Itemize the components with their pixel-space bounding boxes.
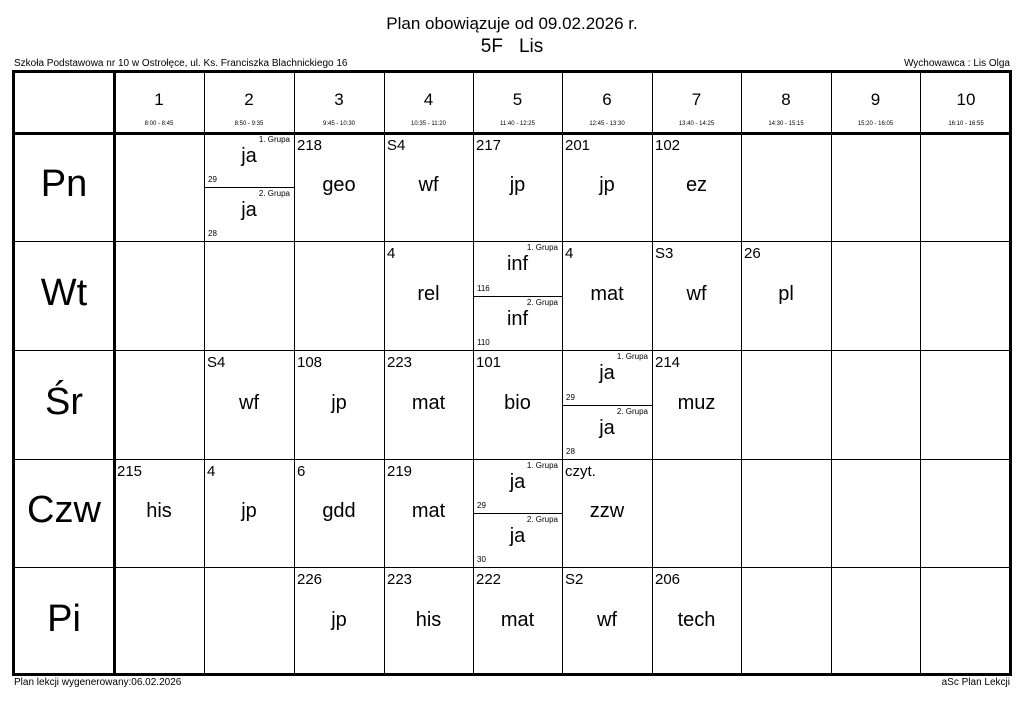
generated-date: Plan lekcji wygenerowany:06.02.2026 [14,677,182,688]
lesson-subject: jp [509,174,526,196]
lesson-subject: gdd [322,500,356,522]
lesson-subject: wf [418,174,439,196]
group-divider [204,187,294,188]
period-time: 10:35 - 11:20 [411,121,446,127]
lesson-subject: ja [509,525,526,547]
lesson-subject: ez [685,174,708,196]
lesson-room: 219 [387,463,413,480]
grid-line-horizontal [12,459,1012,460]
lesson-subject: mat [411,500,446,522]
grid-line-vertical [113,70,116,676]
lesson-room: 226 [297,571,323,588]
grid-line-horizontal [12,350,1012,351]
period-time: 11:40 - 12:25 [500,121,535,127]
grid-line-vertical [652,70,653,676]
grid-line-horizontal [12,567,1012,568]
lesson-subject: mat [500,608,535,631]
lesson-subject: ja [599,362,615,384]
lesson-subject: wf [239,391,259,414]
group-label: 1. Grupa [616,352,648,361]
period-time: 12:45 - 13:30 [589,121,625,127]
period-time: 16:10 - 16:55 [948,121,984,127]
grid-line-vertical [294,70,295,676]
group-label: 2. Grupa [616,406,648,416]
period-number: 8 [781,90,791,109]
period-time: 14:30 - 15:15 [768,121,804,127]
day-label: Pn [40,163,88,205]
lesson-subject: inf [506,307,529,330]
lesson-subject: mat [590,282,624,305]
lesson-room: 110 [477,338,490,347]
lesson-room: 6 [297,463,306,480]
lesson-room: 214 [655,354,681,371]
group-label: 2. Grupa [526,515,558,524]
lesson-room: 222 [476,571,502,588]
lesson-subject: muz [677,391,716,414]
group-divider [473,513,562,514]
lesson-room: 215 [117,463,143,480]
lesson-subject: pl [778,282,794,305]
day-label: Śr [45,380,83,423]
lesson-subject: his [415,608,442,631]
plan-title: Plan obowiązuje od 09.02.2026 r. [386,14,638,33]
lesson-subject: ja [241,145,257,167]
lesson-room: 29 [208,175,217,184]
grid-line-vertical [831,70,832,676]
lesson-room: S4 [387,137,406,154]
lesson-subject: jp [331,391,347,414]
grid-line-vertical [741,70,742,676]
lesson-room: 26 [744,245,761,262]
lesson-subject: ja [599,416,615,439]
period-time: 8:50 - 9:35 [234,121,264,127]
class-heading [0,36,1024,58]
lesson-room: 29 [566,392,575,402]
lesson-room: 223 [387,571,413,588]
group-label: 1. Grupa [258,135,290,144]
grid-line-horizontal [12,241,1012,242]
grid-line-horizontal [12,132,1012,135]
lesson-room: 28 [566,447,575,456]
lesson-subject: wf [597,608,617,631]
period-number: 7 [691,90,702,109]
group-label: 2. Grupa [258,189,290,198]
lesson-subject: jp [241,500,257,522]
grid-line-vertical [384,70,385,676]
lesson-room: 116 [477,283,490,293]
period-time: 15:20 - 16:05 [857,121,894,127]
day-label: Wt [40,271,88,314]
group-label: 1. Grupa [526,461,558,470]
lesson-subject: geo [322,174,356,196]
lesson-room: 28 [208,229,217,238]
group-divider [562,405,652,406]
lesson-subject: rel [417,282,440,305]
period-number: 9 [870,90,881,109]
timetable-grid [12,70,1012,676]
group-divider [473,296,562,297]
period-number: 6 [602,90,612,109]
period-number: 10 [956,90,976,109]
lesson-room: 206 [655,571,681,588]
lesson-subject: ja [509,471,526,493]
lesson-room: 201 [565,137,591,154]
lesson-room: 217 [476,137,502,154]
class-code: Lis [518,36,544,57]
lesson-subject: inf [506,253,529,275]
lesson-room: S4 [207,354,226,371]
period-number: 3 [334,90,344,109]
lesson-room: 218 [297,137,323,154]
period-time: 9:45 - 10:30 [322,121,356,127]
lesson-room: 4 [207,463,216,480]
lesson-subject: his [146,500,172,522]
lesson-subject: wf [686,282,707,305]
period-number: 5 [512,90,523,109]
lesson-subject: tech [677,608,716,631]
lesson-subject: mat [411,391,446,414]
day-label: Pi [47,597,81,640]
period-number: 4 [423,90,434,109]
group-label: 1. Grupa [526,243,558,252]
lesson-room: 29 [477,501,486,510]
brand-label: aSc Plan Lekcji [941,677,1010,688]
lesson-room: 4 [387,245,396,262]
grid-line-vertical [473,70,474,676]
group-label: 2. Grupa [526,297,558,307]
lesson-room: 223 [387,354,413,371]
lesson-room: 108 [297,354,323,371]
day-label: Czw [27,489,101,531]
lesson-room: czyt. [565,463,596,480]
grid-line-vertical [920,70,921,676]
period-time: 8:00 - 8:45 [144,121,174,127]
class-name: 5F [480,36,503,57]
class-teacher: Wychowawca : Lis Olga [903,58,1010,69]
lesson-subject: jp [599,174,615,196]
lesson-subject: jp [331,608,347,631]
lesson-room: 30 [477,555,486,564]
lesson-room: 102 [655,137,681,154]
lesson-room: 4 [565,245,574,262]
lesson-subject: zzw [589,500,625,522]
lesson-subject: bio [504,391,531,414]
lesson-room: S2 [565,571,584,588]
period-time: 13:40 - 14:25 [678,121,715,127]
period-number: 2 [244,90,254,109]
lesson-subject: ja [241,199,257,221]
period-number: 1 [154,90,164,109]
school-address: Szkoła Podstawowa nr 10 w Ostrołęce, ul. Ks. Franciszka Blachnickiego 16 [14,58,348,69]
lesson-room: 101 [476,354,502,371]
lesson-room: S3 [655,245,674,262]
